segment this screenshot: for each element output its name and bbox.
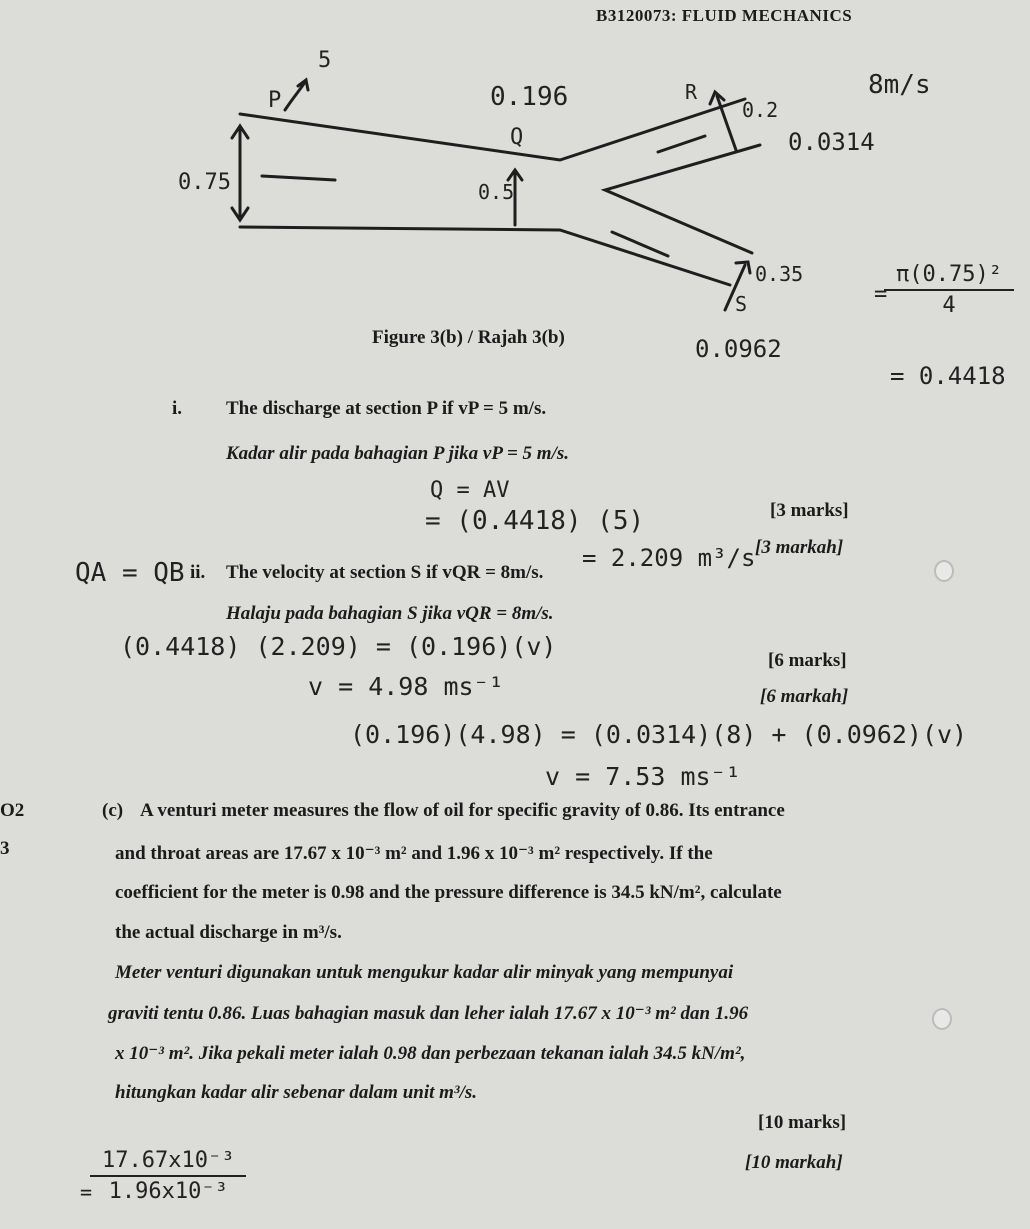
question-i-malay: Kadar alir pada bahagian P jika vP = 5 m/s. — [226, 443, 570, 464]
answer-c-numerator: 17.67x10⁻³ — [102, 1148, 235, 1173]
side-equals: = — [874, 282, 888, 307]
binder-hole — [932, 1008, 952, 1030]
side-area-fraction — [890, 262, 1008, 318]
question-i-marks-malay: [3 markah] — [755, 537, 844, 558]
label-velocity-r: 8m/s — [868, 70, 931, 100]
label-area-q: 0.196 — [490, 82, 569, 112]
answer-i-step2: = (0.4418) (5) — [425, 506, 645, 536]
answer-c-equals: = — [80, 1180, 93, 1204]
label-r: R — [685, 80, 698, 104]
binder-hole — [934, 560, 954, 582]
answer-i-result: = 2.209 m³/s — [582, 544, 756, 572]
label-diameter-s: 0.35 — [755, 262, 804, 286]
answer-ii-step2: v = 4.98 ms⁻¹ — [308, 672, 504, 701]
page-header: B3120073: FLUID MECHANICS — [596, 6, 853, 25]
side-continuity-note: QA = QB — [75, 558, 185, 588]
label-five: 5 — [318, 48, 332, 73]
question-c-ms-line4: hitungkan kadar alir sebenar dalam unit m³/s. — [115, 1082, 478, 1103]
answer-ii-result: v = 7.53 ms⁻¹ — [545, 762, 741, 791]
question-c-en-line2: and throat areas are 17.67 x 10⁻³ m² and 1.96 x 10⁻³ m² respectively. If the — [115, 843, 713, 864]
question-c-label: (c) — [102, 800, 124, 821]
question-c-en-line4: the actual discharge in m³/s. — [115, 922, 342, 943]
label-q: Q — [510, 125, 524, 150]
figure-caption: Figure 3(b) / Rajah 3(b) — [372, 327, 565, 348]
label-area-r: 0.0314 — [788, 128, 875, 156]
pipe-branch-wedge — [605, 145, 760, 253]
label-diameter-q: 0.5 — [478, 180, 515, 204]
answer-c-denominator: 1.96x10⁻³ — [90, 1175, 246, 1204]
answer-c-area-ratio — [96, 1148, 240, 1204]
question-i-english: The discharge at section P if vP = 5 m/s. — [226, 398, 547, 419]
answer-i-step1: Q = AV — [430, 478, 510, 503]
side-area-numerator: π(0.75)² — [896, 262, 1002, 287]
margin-question-number: O2 — [0, 800, 25, 821]
question-i-number: i. — [172, 398, 183, 419]
question-c-ms-line3: x 10⁻³ m². Jika pekali meter ialah 0.98 dan perbezaan tekanan ialah 34.5 kN/m², — [115, 1043, 746, 1064]
question-c-en-line3: coefficient for the meter is 0.98 and the pressure difference is 34.5 kN/m², calculate — [115, 882, 782, 903]
answer-ii-step1: (0.4418) (2.209) = (0.196)(v) — [120, 632, 557, 661]
question-c-marks: [10 marks] — [758, 1112, 847, 1133]
pipe-lower-wall — [240, 227, 730, 285]
question-ii-malay: Halaju pada bahagian S jika vQR = 8m/s. — [226, 603, 554, 624]
label-diameter-p: 0.75 — [178, 170, 231, 195]
question-c-marks-malay: [10 markah] — [745, 1152, 843, 1173]
side-area-result: = 0.4418 — [890, 362, 1006, 390]
question-ii-marks: [6 marks] — [768, 650, 847, 671]
margin-course-outcome: 3 — [0, 838, 10, 859]
question-c-ms-line2: graviti tentu 0.86. Luas bahagian masuk dan leher ialah 17.67 x 10⁻³ m² dan 1.96 — [108, 1003, 749, 1024]
answer-ii-step3: (0.196)(4.98) = (0.0314)(8) + (0.0962)(v) — [350, 720, 968, 749]
question-c-en-line1: A venturi meter measures the flow of oil for specific gravity of 0.86. Its entrance — [140, 800, 785, 821]
question-ii-number: ii. — [190, 562, 206, 583]
question-ii-english: The velocity at section S if vQR = 8m/s. — [226, 562, 544, 583]
question-c-ms-line1: Meter venturi digunakan untuk mengukur kadar alir minyak yang mempunyai — [115, 962, 734, 983]
label-p: P — [268, 88, 282, 113]
label-diameter-r: 0.2 — [742, 98, 779, 122]
label-area-s: 0.0962 — [695, 335, 782, 363]
label-s: S — [735, 292, 748, 316]
question-i-marks: [3 marks] — [770, 500, 849, 521]
side-area-denominator: 4 — [884, 289, 1014, 318]
question-ii-marks-malay: [6 markah] — [760, 686, 849, 707]
